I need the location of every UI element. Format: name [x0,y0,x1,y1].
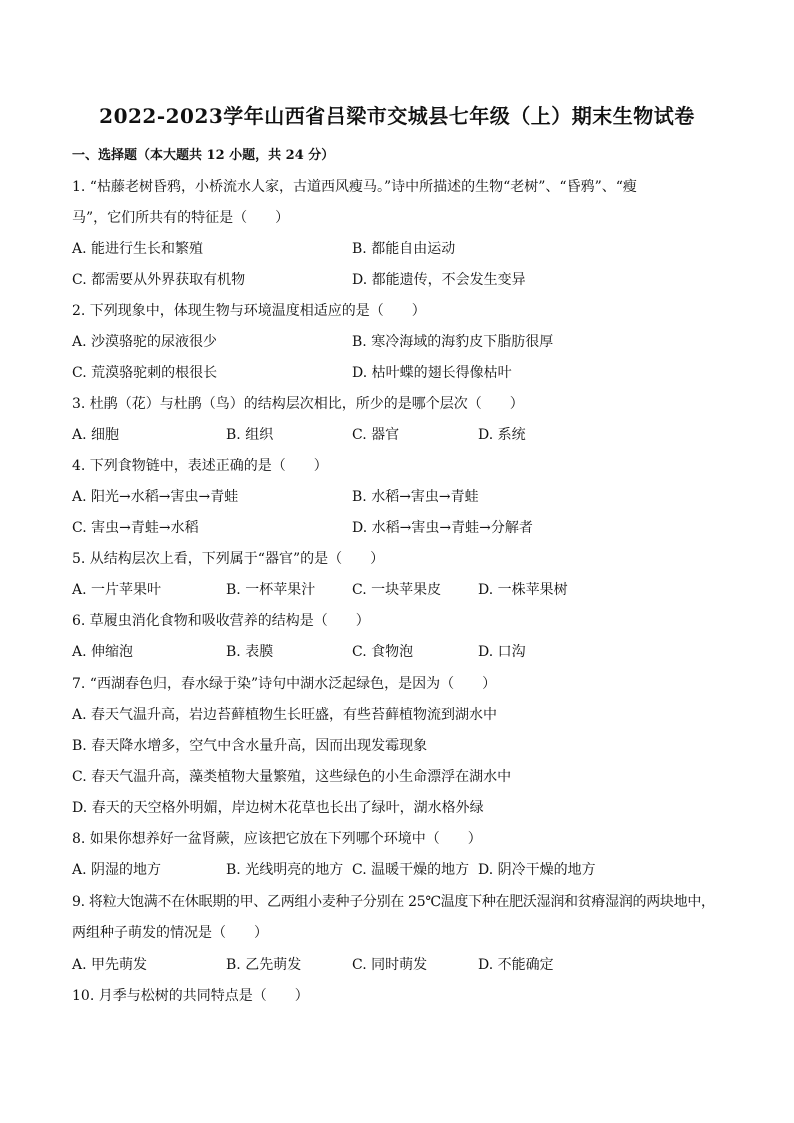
question-1-stem-cont: 马”，它们所共有的特征是（ ） [72,210,290,226]
question-8-option-c: C. 温暖干燥的地方 [352,862,470,878]
question-1-option-b: B. 都能自由运动 [352,241,456,257]
question-4-option-c: C. 害虫→青蛙→水稻 [72,520,199,536]
question-5-option-d: D. 一株苹果树 [478,582,568,598]
question-4-stem: 4. 下列食物链中，表述正确的是（ ） [72,458,328,474]
question-7-option-b: B. 春天降水增多，空气中含水量升高，因而出现发霉现象 [72,738,428,754]
question-8-option-d: D. 阴冷干燥的地方 [478,862,596,878]
question-2-stem: 2. 下列现象中，体现生物与环境温度相适应的是（ ） [72,303,426,319]
question-9-option-a: A. 甲先萌发 [72,957,148,973]
question-3-option-a: A. 细胞 [72,427,120,443]
question-7-option-d: D. 春天的天空格外明媚，岸边树木花草也长出了绿叶，湖水格外绿 [72,800,484,816]
question-9-option-b: B. 乙先萌发 [226,957,302,973]
question-3-option-c: C. 器官 [352,427,400,443]
question-2-option-a: A. 沙漠骆驼的尿液很少 [72,334,218,350]
section-heading: 一、选择题（本大题共 12 小题，共 24 分） [72,148,335,163]
question-3-option-d: D. 系统 [478,427,526,443]
question-8-stem: 8. 如果你想养好一盆肾蕨，应该把它放在下列哪个环境中（ ） [72,831,482,847]
question-10-stem: 10. 月季与松树的共同特点是（ ） [72,988,309,1004]
question-2-option-d: D. 枯叶蝶的翅长得像枯叶 [352,365,512,381]
question-3-stem: 3. 杜鹃（花）与杜鹃（鸟）的结构层次相比，所少的是哪个层次（ ） [72,396,524,412]
question-4-option-b: B. 水稻→害虫→青蛙 [352,489,479,505]
question-8-option-b: B. 光线明亮的地方 [226,862,344,878]
question-1-stem: 1. “枯藤老树昏鸦，小桥流水人家，古道西风瘦马。”诗中所描述的生物“老树”、“昏鸦”、“瘦 [72,179,637,195]
question-2-option-b: B. 寒冷海域的海豹皮下脂肪很厚 [352,334,554,350]
question-6-option-b: B. 表膜 [226,644,274,660]
question-5-stem: 5. 从结构层次上看，下列属于“器官”的是（ ） [72,551,385,567]
question-6-option-c: C. 食物泡 [352,644,414,660]
question-8-option-a: A. 阴湿的地方 [72,862,162,878]
question-1-option-a: A. 能进行生长和繁殖 [72,241,204,257]
question-1-option-d: D. 都能遗传，不会发生变异 [352,272,526,288]
question-5-option-b: B. 一杯苹果汁 [226,582,316,598]
question-3-option-b: B. 组织 [226,427,274,443]
question-5-option-c: C. 一块苹果皮 [352,582,442,598]
question-9-option-c: C. 同时萌发 [352,957,428,973]
question-6-stem: 6. 草履虫消化食物和吸收营养的结构是（ ） [72,613,370,629]
question-1-option-c: C. 都需要从外界获取有机物 [72,272,246,288]
page-title: 2022-2023学年山西省吕梁市交城县七年级（上）期末生物试卷 [99,104,695,128]
question-9-option-d: D. 不能确定 [478,957,554,973]
question-6-option-a: A. 伸缩泡 [72,644,134,660]
question-7-option-c: C. 春天气温升高，藻类植物大量繁殖，这些绿色的小生命漂浮在湖水中 [72,769,512,785]
question-5-option-a: A. 一片苹果叶 [72,582,162,598]
question-4-option-d: D. 水稻→害虫→青蛙→分解者 [352,520,533,536]
question-7-stem: 7. “西湖春色归，春水绿于染”诗句中湖水泛起绿色，是因为（ ） [72,676,497,692]
question-7-option-a: A. 春天气温升高，岩边苔藓植物生长旺盛，有些苔藓植物流到湖水中 [72,707,498,723]
question-4-option-a: A. 阳光→水稻→害虫→青蛙 [72,489,239,505]
question-6-option-d: D. 口沟 [478,644,526,660]
question-2-option-c: C. 荒漠骆驼刺的根很长 [72,365,218,381]
question-9-stem: 9. 将粒大饱满不在休眠期的甲、乙两组小麦种子分别在 25℃温度下种在肥沃湿润和贫瘠湿润的两块地中， [72,894,715,910]
question-9-stem-cont: 两组种子萌发的情况是（ ） [72,925,268,941]
